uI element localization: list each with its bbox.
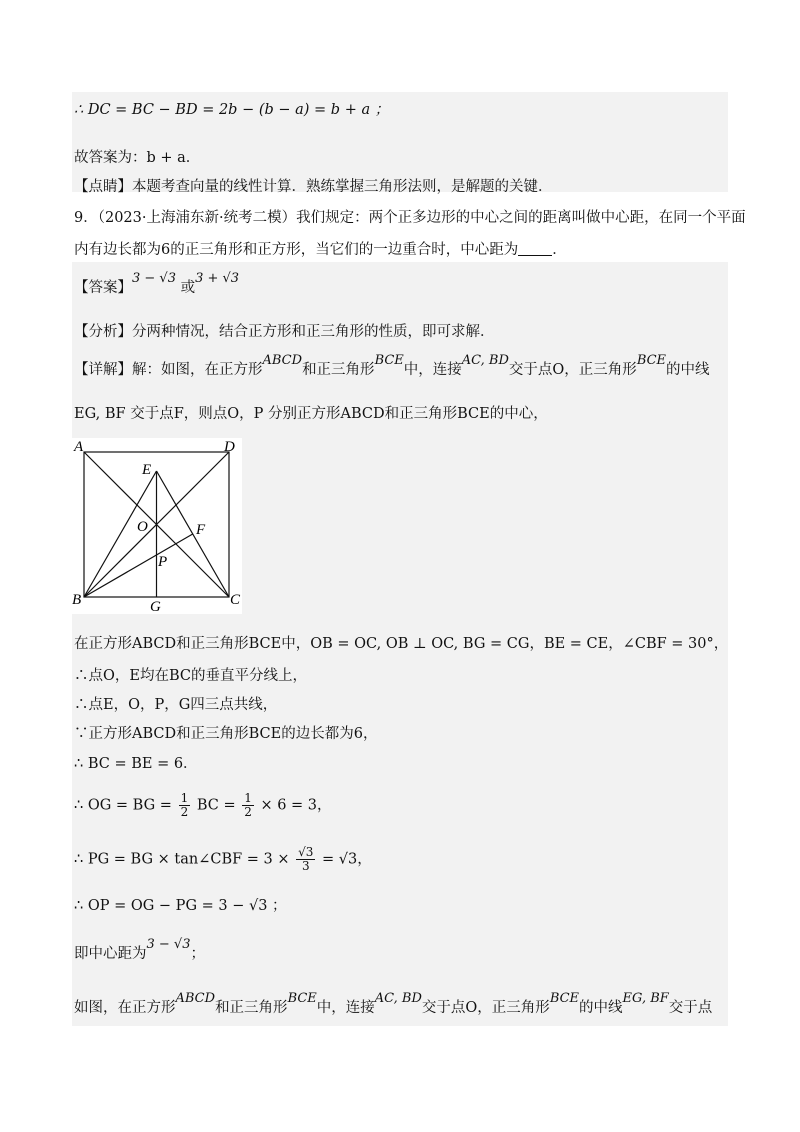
question-9-line1: 9．（2023·上海浦东新·统考二模）我们规定：两个正多边形的中心之间的距离叫做中心距，在同一个平面 (74, 210, 746, 226)
analysis-line: 【分析】分两种情况，结合正方形和正三角形的性质，即可求解． (74, 324, 495, 340)
math-ac-bd: AC, BD (461, 353, 509, 368)
label-g: G (150, 599, 161, 614)
detail-line10: ∴ OP = OG − PG = 3 − √3 ； (74, 898, 287, 914)
detail-text: 如图，在正方形 (74, 1000, 176, 1016)
detail-text: 交于点O，正三角形 (421, 1000, 550, 1016)
answer-label: 【答案】 (74, 280, 132, 296)
math-abcd: ABCD (175, 991, 216, 1006)
detail-text: 的中线 (666, 362, 710, 378)
fraction-num: 1 (180, 791, 189, 805)
detail-line9 (74, 846, 372, 873)
line-answer-previous: 故答案为：b + a． (74, 150, 201, 166)
fraction-sqrt3-over-3 (296, 846, 315, 873)
math-bce: BCE (636, 353, 667, 368)
math-bce: BCE (287, 991, 317, 1006)
detail-line4: ∴点O，E均在BC的垂直平分线上， (74, 668, 307, 684)
center-distance-text: 即中心距为 (74, 946, 147, 962)
square-triangle-figure (72, 438, 242, 614)
line-dc-vector: ∴ DC = BC − BD = 2b − (b − a) = b + a ； (74, 102, 390, 118)
label-c: C (230, 592, 241, 608)
label-a: A (74, 439, 84, 455)
answer-value-2: 3 + √3 (195, 271, 240, 286)
fraction-den: 2 (244, 805, 252, 819)
og-eq-text: × 6 = 3， (260, 797, 332, 814)
question-end: ． (552, 242, 567, 258)
math-abcd: ABCD (262, 353, 303, 368)
answer-line (74, 271, 240, 299)
og-eq-text: BC = (196, 797, 236, 814)
label-f: F (196, 522, 206, 538)
detail-line5: ∴点E，O，P，G四三点共线， (74, 697, 278, 713)
detail-text: 和正三角形 (302, 362, 375, 378)
detail-line11 (74, 937, 205, 965)
fraction-den: 3 (301, 859, 310, 873)
detail-text: 交于点O，正三角形 (508, 362, 637, 378)
detail-line2: EG, BF 交于点F，则点O，P 分别正方形ABCD和正三角形BCE的中心， (74, 406, 548, 422)
detail-text: 中，连接 (403, 362, 462, 378)
fraction-num: √3 (298, 845, 314, 859)
label-b: B (72, 592, 82, 608)
detail-text: 和正三角形 (215, 1000, 288, 1016)
math-bce: BCE (374, 353, 404, 368)
question-text: 内有边长都为6的正三角形和正方形，当它们的一边重合时，中心距为 (74, 242, 519, 258)
answer-blank (518, 241, 552, 256)
answer-or: 或 (180, 280, 196, 296)
pg-eq-text: ∴ PG = BG × tan∠CBF = 3 × (74, 851, 290, 868)
center-distance-value: 3 − √3 (146, 937, 191, 952)
og-eq-text: ∴ OG = BG = (74, 797, 172, 814)
detail-text: 的中线 (579, 1000, 623, 1016)
question-9-line2 (74, 240, 567, 260)
fraction-den: 2 (180, 805, 189, 819)
center-distance-end: ； (190, 946, 205, 962)
line-dianjing: 【点睛】本题考查向量的线性计算．熟练掌握三角形法则，是解题的关键． (74, 179, 553, 195)
detail-line6: ∵正方形ABCD和正三角形BCE的边长都为6， (74, 726, 378, 742)
label-e: E (142, 462, 152, 478)
detail-line7: ∴ BC = BE = 6． (74, 756, 198, 772)
math-ac-bd: AC, BD (374, 991, 422, 1006)
fraction-half (242, 792, 254, 819)
answer-value-1: 3 − √3 (132, 271, 176, 286)
detail-text: 【详解】解：如图，在正方形 (74, 362, 263, 378)
label-p: P (158, 554, 168, 570)
label-d: D (224, 439, 235, 455)
detail-line1 (74, 353, 710, 381)
pg-eq-text: = √3， (322, 851, 372, 868)
math-bce: BCE (549, 991, 580, 1006)
detail-line3: 在正方形ABCD和正三角形BCE中，OB = OC, OB ⊥ OC, BG = CG，BE = CE，∠CBF = 30°， (74, 636, 729, 652)
detail-line8 (74, 792, 332, 819)
detail-text: 中，连接 (316, 1000, 375, 1016)
math-eg-bf: EG, BF (622, 991, 669, 1006)
fraction-num: 1 (244, 791, 252, 805)
detail-text: 交于点 (668, 1000, 713, 1016)
detail-line12 (74, 991, 713, 1019)
fraction-half (179, 792, 191, 819)
label-o: O (137, 519, 148, 535)
